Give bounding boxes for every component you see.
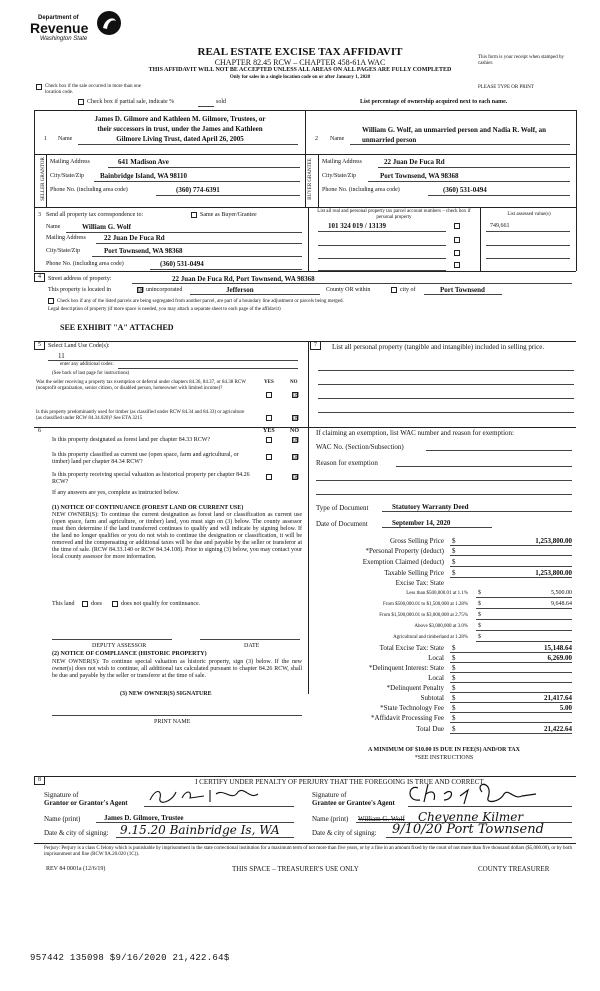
partial-sale-label: Check box if partial sale, indicate % — [87, 99, 175, 105]
grantee-signature-icon[interactable] — [404, 778, 544, 808]
s5-question-2: Is this property predominantly used for timber (as classified under RCW 84.34 and 84.33) or agriculture (as classified under RCW 84.34.020)? See ETA 3215 — [36, 410, 245, 421]
taxcorr-name-label: Name — [46, 224, 61, 230]
seller-city: Bainbridge Island, WA 98110 — [100, 172, 188, 180]
taxable-currency: $ — [452, 569, 456, 577]
affidavit-fee-currency: $ — [452, 714, 456, 722]
grantor-date-label: Date & city of signing: — [44, 829, 109, 837]
total-excise-label: Total Excise Tax: State — [379, 644, 444, 652]
taxcorr-city: Port Townsend, WA 98368 — [104, 247, 183, 255]
bracket4-label: Above $3,000,000 at 3.0% — [414, 624, 468, 629]
affidavit-fee-label: *Affidavit Processing Fee — [371, 714, 444, 722]
assessed-value: 749,661 — [490, 223, 510, 229]
city-of-label: city of — [400, 287, 416, 293]
additional-codes-label: enter any additional codes: — [60, 362, 114, 367]
s6-q2-yes-checkbox[interactable] — [266, 454, 272, 460]
grantee-name-handwritten[interactable]: Cheyenne Kilmer — [418, 810, 524, 824]
grantee-sig-label1: Signature of — [312, 791, 347, 799]
section-6-number: 6 — [38, 428, 41, 434]
logo-line2: Revenue — [30, 20, 89, 36]
notice1-body: NEW OWNER(S): To continue the current designation as forest land or classification as current use (open space, farm and agriculture, or timber) land, you must sign on (3) below. The county assessor must then determine if the land transferred continues to qualify and will indicate by signing below. If the land no longer qualifies or you do not wish to continue the designation or classification, it will be removed and the compensating or additional taxes will be due and payable by the seller or transferor at the time of sale. (RCW 84.33.140 or RCW 84.34.108). Prior to signing (3) below, you may contact your local county assessor for more information. — [52, 512, 302, 560]
s6-q3-yes-checkbox[interactable] — [266, 474, 272, 480]
s6-q1-yes-checkbox[interactable] — [266, 437, 272, 443]
bracket1-currency: $ — [478, 590, 481, 596]
bracket2-label: From $500,000.01 to $1,500,000 at 1.28% — [383, 602, 468, 607]
parcel-personal-checkbox-1[interactable] — [454, 223, 460, 229]
buyer-mailing-label: Mailing Address — [322, 159, 362, 165]
taxcorr-mailing: 22 Juan De Fuca Rd — [104, 234, 165, 242]
s6-if-yes: If any answers are yes, complete as instructed below. — [52, 490, 180, 496]
city-of-checkbox[interactable] — [391, 287, 397, 293]
taxcorr-phone: (360) 531-0494 — [160, 260, 204, 268]
taxcorr-name: William G. Wolf — [82, 223, 131, 231]
this-land-label: This land — [52, 601, 75, 607]
located-label: This property is located in — [48, 287, 111, 293]
s5-q1-no-checkbox[interactable]: ☒ — [293, 391, 300, 399]
grantee-date-label: Date & city of signing: — [312, 829, 377, 837]
treasurer-space: THIS SPACE – TREASURER'S USE ONLY — [232, 865, 359, 873]
section-4-number: 4 — [34, 273, 45, 282]
notice2-body: NEW OWNER(S): To continue special valuation as historic property, sign (3) below. If the new owner(s) does not wish to continue, all additional tax calculated pursuant to chapter 84.26 RCW, shall be due and payable by the seller or transferor at the time of sale. — [52, 659, 302, 679]
s6-yes-header: YES — [263, 428, 275, 434]
bracket2-currency: $ — [478, 601, 481, 607]
parcel-number: 101 324 019 / 13139 — [328, 222, 386, 230]
s5-q2-no-checkbox[interactable]: ☒ — [293, 414, 300, 422]
unincorporated-checkbox[interactable]: ☒ — [138, 286, 145, 294]
taxcorr-mailing-label: Mailing Address — [46, 235, 86, 241]
land-use-code: 11 — [58, 352, 65, 360]
parcel-personal-checkbox-2[interactable] — [454, 237, 460, 243]
exemption-label: Exemption Claimed (deduct) — [362, 558, 444, 566]
unincorporated-label: unincorporated — [146, 287, 183, 293]
assessed-header: List assessed value(s) — [507, 212, 551, 217]
buyer-name-l2: unmarried person — [362, 136, 417, 144]
please-type: PLEASE TYPE OR PRINT — [478, 85, 534, 90]
personal-currency: $ — [452, 547, 456, 555]
delinq-local-currency: $ — [452, 674, 456, 682]
notice1-title: (1) NOTICE OF CONTINUANCE (FOREST LAND OR CURRENT USE) — [52, 505, 244, 511]
personal-property-label: List all personal property (tangible and intangible) included in selling price. — [332, 343, 545, 351]
street-address: 22 Juan De Fuca Rd, Port Townsend, WA 98368 — [172, 275, 315, 283]
seller-mailing-label: Mailing Address — [50, 159, 90, 165]
total-due-currency: $ — [452, 725, 456, 733]
only-for-note: Only for sales in a single location code on or after January 1, 2020 — [229, 75, 371, 80]
local-currency: $ — [452, 654, 456, 662]
s6-question-2: Is this property classified as current use (open space, farm and agricultural, or timber) land per chapter 84.34 RCW? — [52, 452, 239, 465]
total-due-value: 21,422.64 — [544, 725, 572, 733]
county-treasurer: COUNTY TREASURER — [478, 865, 550, 873]
bracket3-currency: $ — [478, 612, 481, 618]
form-revision: REV 84 0001a (12/6/19) — [46, 866, 106, 872]
excise-state-label: Excise Tax: State — [395, 579, 444, 587]
seller-name-l1: James D. Gilmore and Kathleen M. Gilmore, Trustees, or — [94, 115, 266, 123]
s5-yes-header: YES — [264, 380, 274, 385]
doc-date: September 14, 2020 — [392, 519, 451, 527]
bracket2-value: 9,648.64 — [551, 601, 572, 607]
s6-q1-no-checkbox[interactable]: ☒ — [293, 436, 300, 444]
section-5-number: 5 — [34, 341, 45, 350]
date-label: DATE — [244, 643, 260, 649]
multi-location-checkbox[interactable] — [36, 84, 42, 90]
multi-location-label: Check box if the sale occurred in more than one location code. — [45, 84, 141, 95]
same-as-buyer-label: Same as Buyer/Grantee — [200, 212, 257, 218]
total-due-label: Total Due — [416, 725, 444, 733]
personal-label: *Personal Property (deduct) — [365, 547, 444, 555]
delinq-state-currency: $ — [452, 664, 456, 672]
buyer-phone: (360) 531-0494 — [443, 186, 487, 194]
does-qualify-checkbox[interactable] — [82, 601, 88, 607]
seller-side-label: SELLER GRANTOR — [41, 157, 46, 201]
revenue-logo — [30, 8, 130, 48]
buyer-name-l1: William G. Wolf, an unmarried person and Nadia R. Wolf, an — [362, 126, 546, 134]
form-subtitle: CHAPTER 82.45 RCW – CHAPTER 458-61A WAC — [214, 58, 386, 67]
does-not-label: does not qualify for continuance. — [121, 601, 201, 607]
taxable-label: Taxable Selling Price — [384, 569, 444, 577]
logo-line1: Department of — [38, 15, 79, 21]
section-3-number: 3 — [38, 212, 41, 218]
wac-label: WAC No. (Section/Subsection) — [316, 443, 404, 451]
subtotal-value: 21,417.64 — [544, 694, 572, 702]
s6-no-header: NO — [290, 428, 299, 434]
notice2-title: (2) NOTICE OF COMPLIANCE (HISTORIC PROPERTY) — [52, 651, 207, 657]
grantor-signature-icon[interactable] — [146, 786, 272, 806]
ownership-note: List percentage of ownership acquired next to each name. — [360, 99, 508, 105]
doc-type-label: Type of Document — [316, 504, 369, 512]
s5-q1-yes-checkbox[interactable] — [266, 392, 272, 398]
land-use-label: Select Land Use Code(s): — [48, 343, 110, 349]
seller-name-l3: Gilmore Living Trust, dated April 26, 2005 — [116, 135, 244, 143]
logo-swirl-icon — [96, 10, 122, 36]
seller-phone: (360) 774-6391 — [176, 186, 220, 194]
seller-name-l2: their successors in trust, under the James and Kathleen — [97, 125, 263, 133]
doc-date-label: Date of Document — [316, 520, 368, 528]
does-not-qualify-checkbox[interactable] — [112, 601, 118, 607]
see-back-label: (See back of last page for instructions) — [52, 371, 130, 376]
s5-no-header: NO — [290, 380, 298, 385]
bracket3-label: From $1,500,000.01 to $3,000,000 at 2.75% — [379, 613, 468, 618]
segregate-checkbox[interactable] — [48, 298, 54, 304]
delinq-local-label: Local — [428, 674, 444, 682]
tech-fee-label: *State Technology Fee — [380, 704, 444, 712]
buyer-side-label: BUYER GRANTEE — [308, 158, 313, 200]
minimum-note: A MINIMUM OF $10.00 IS DUE IN FEE(S) AND/OR TAX — [368, 747, 520, 753]
does-label: does — [91, 601, 102, 607]
buyer-phone-label: Phone No. (including area code) — [322, 187, 400, 193]
total-excise-currency: $ — [452, 644, 456, 652]
grantor-date-city[interactable]: 9.15.20 Bainbridge Is, WA — [120, 823, 280, 837]
parcel-header: List all real and personal property tax parcel account numbers – check box if personal property — [317, 209, 471, 220]
gross-currency: $ — [452, 537, 456, 545]
buyer-name-label: Name — [330, 136, 345, 142]
grantee-name-label: Name (print) — [312, 815, 349, 823]
delinq-state-label: *Delinquent Interest: State — [368, 664, 444, 672]
form-warning: THIS AFFIDAVIT WILL NOT BE ACCEPTED UNLESS ALL AREAS ON ALL PAGES ARE FULLY COMPLETED — [148, 67, 452, 73]
subtotal-currency: $ — [452, 694, 456, 702]
segregate-note: Check box if any of the listed parcels are being segregated from another parcel, are part of a boundary line adjustment or parcels being merged. — [57, 299, 344, 304]
legal-note: Legal description of property (if more space is needed, you may attach a separate sheet to each page of the affidavit) — [48, 307, 281, 312]
section-7-number: 7 — [310, 341, 321, 350]
form-title: REAL ESTATE EXCISE TAX AFFIDAVIT — [197, 46, 403, 58]
county-name: Jefferson — [226, 286, 254, 294]
section-1-number: 1 — [44, 136, 47, 142]
reason-label: Reason for exemption — [316, 459, 378, 467]
bracket4-currency: $ — [478, 623, 481, 629]
section-2-number: 2 — [315, 136, 318, 142]
section3-label: Send all property tax correspondence to: — [46, 212, 144, 218]
bracket5-label: Agricultural and timberland at 1.28% — [393, 635, 468, 640]
county-or-within-label: County OR within — [326, 287, 371, 293]
treasurer-stamp: 957442 135098 $9/16/2020 21,422.64$ — [30, 953, 230, 963]
grantee-sig-label2: Grantee or Grantee's Agent — [312, 799, 395, 807]
print-name-label: PRINT NAME — [154, 719, 191, 725]
grantor-sig-label1: Signature of — [44, 791, 79, 799]
parcel-personal-checkbox-4[interactable] — [454, 262, 460, 268]
bracket5-currency: $ — [478, 634, 481, 640]
parcel-personal-checkbox-3[interactable] — [454, 250, 460, 256]
s5-question-1: Was the seller receiving a property tax exemption or deferral under chapters 84.36, 84.37, or 84.38 RCW (nonprofit organization, senior citizen, or disabled person, homeowner with limited income)? — [36, 380, 246, 391]
grantee-date-city[interactable]: 9/10/20 Port Townsend — [392, 822, 544, 837]
tech-fee-value: 5.00 — [559, 704, 572, 712]
seller-name-label: Name — [58, 136, 73, 142]
buyer-city-label: City/State/Zip — [322, 173, 356, 179]
doc-type: Statutory Warranty Deed — [392, 503, 469, 511]
exhibit-a: SEE EXHIBIT "A" ATTACHED — [60, 323, 174, 332]
grantor-sig-label2: Grantor or Grantor's Agent — [44, 799, 128, 807]
city-name: Port Townsend — [440, 286, 485, 294]
wac-intro: If claiming an exemption, list WAC number and reason for exemption: — [316, 429, 514, 437]
local-label: Local — [428, 654, 444, 662]
subtotal-label: Subtotal — [420, 694, 444, 702]
s6-q2-no-checkbox[interactable]: ☒ — [293, 453, 300, 461]
section-8-number: 8 — [34, 776, 45, 785]
see-instructions: *SEE INSTRUCTIONS — [414, 755, 474, 761]
logo-line3: Washington State — [40, 36, 88, 42]
seller-city-label: City/State/Zip — [50, 173, 84, 179]
s5-q2-yes-checkbox[interactable] — [266, 415, 272, 421]
same-as-buyer-checkbox[interactable] — [191, 212, 197, 218]
grantor-name-label: Name (print) — [44, 815, 81, 823]
grantee-name-struck: William G. Wolf — [358, 815, 405, 823]
gross-label: Gross Selling Price — [389, 537, 444, 545]
bracket1-label: Less than $500,000.01 at 1.1% — [406, 591, 468, 596]
grantor-name: James D. Gilmore, Trustee — [104, 814, 184, 822]
buyer-city: Port Townsend, WA 98368 — [380, 172, 459, 180]
exemption-currency: $ — [452, 558, 456, 566]
seller-mailing: 641 Madison Ave — [118, 158, 169, 166]
taxcorr-city-label: City/State/Zip — [46, 248, 80, 254]
bracket1-value: 5,500.00 — [551, 590, 572, 596]
s6-question-1: Is this property designated as forest land per chapter 84.33 RCW? — [52, 437, 211, 443]
buyer-mailing: 22 Juan De Fuca Rd — [384, 158, 445, 166]
partial-sale-checkbox[interactable] — [78, 99, 84, 105]
street-label: Street address of property: — [48, 276, 112, 282]
perjury-notice: Perjury: Perjury is a class C felony which is punishable by imprisonment in the state correctional institution for a maximum term of not more than five years, or by a fine in an amount fixed by the court of not more than five thousand dollars ($5,000.00), or by both imprisonment and fine (RCW 9A.20.020 (1C)). — [44, 846, 572, 857]
s6-q3-no-checkbox[interactable]: ☒ — [293, 473, 300, 481]
gross-value: 1,253,800.00 — [535, 537, 572, 545]
deputy-assessor-label: DEPUTY ASSESSOR — [92, 643, 147, 649]
delinq-penalty-currency: $ — [452, 684, 456, 692]
local-value: 6,269.00 — [547, 654, 572, 662]
total-excise-value: 15,148.64 — [544, 644, 572, 652]
new-owner-signature-label: (3) NEW OWNER(S) SIGNATURE — [120, 691, 212, 697]
receipt-note: This form is your receipt when stamped by cashier. — [478, 55, 564, 66]
sold-label: sold — [216, 99, 227, 105]
seller-phone-label: Phone No. (including area code) — [50, 187, 128, 193]
certify-statement: I CERTIFY UNDER PENALTY OF PERJURY THAT THE FOREGOING IS TRUE AND CORRECT. — [195, 778, 485, 786]
delinq-penalty-label: *Delinquent Penalty — [386, 684, 444, 692]
tech-fee-currency: $ — [452, 704, 456, 712]
taxcorr-phone-label: Phone No. (including area code) — [46, 261, 124, 267]
s6-question-3: Is this property receiving special valuation as historical property per chapter 84.26 RCW? — [52, 472, 250, 485]
taxable-value: 1,253,800.00 — [535, 569, 572, 577]
